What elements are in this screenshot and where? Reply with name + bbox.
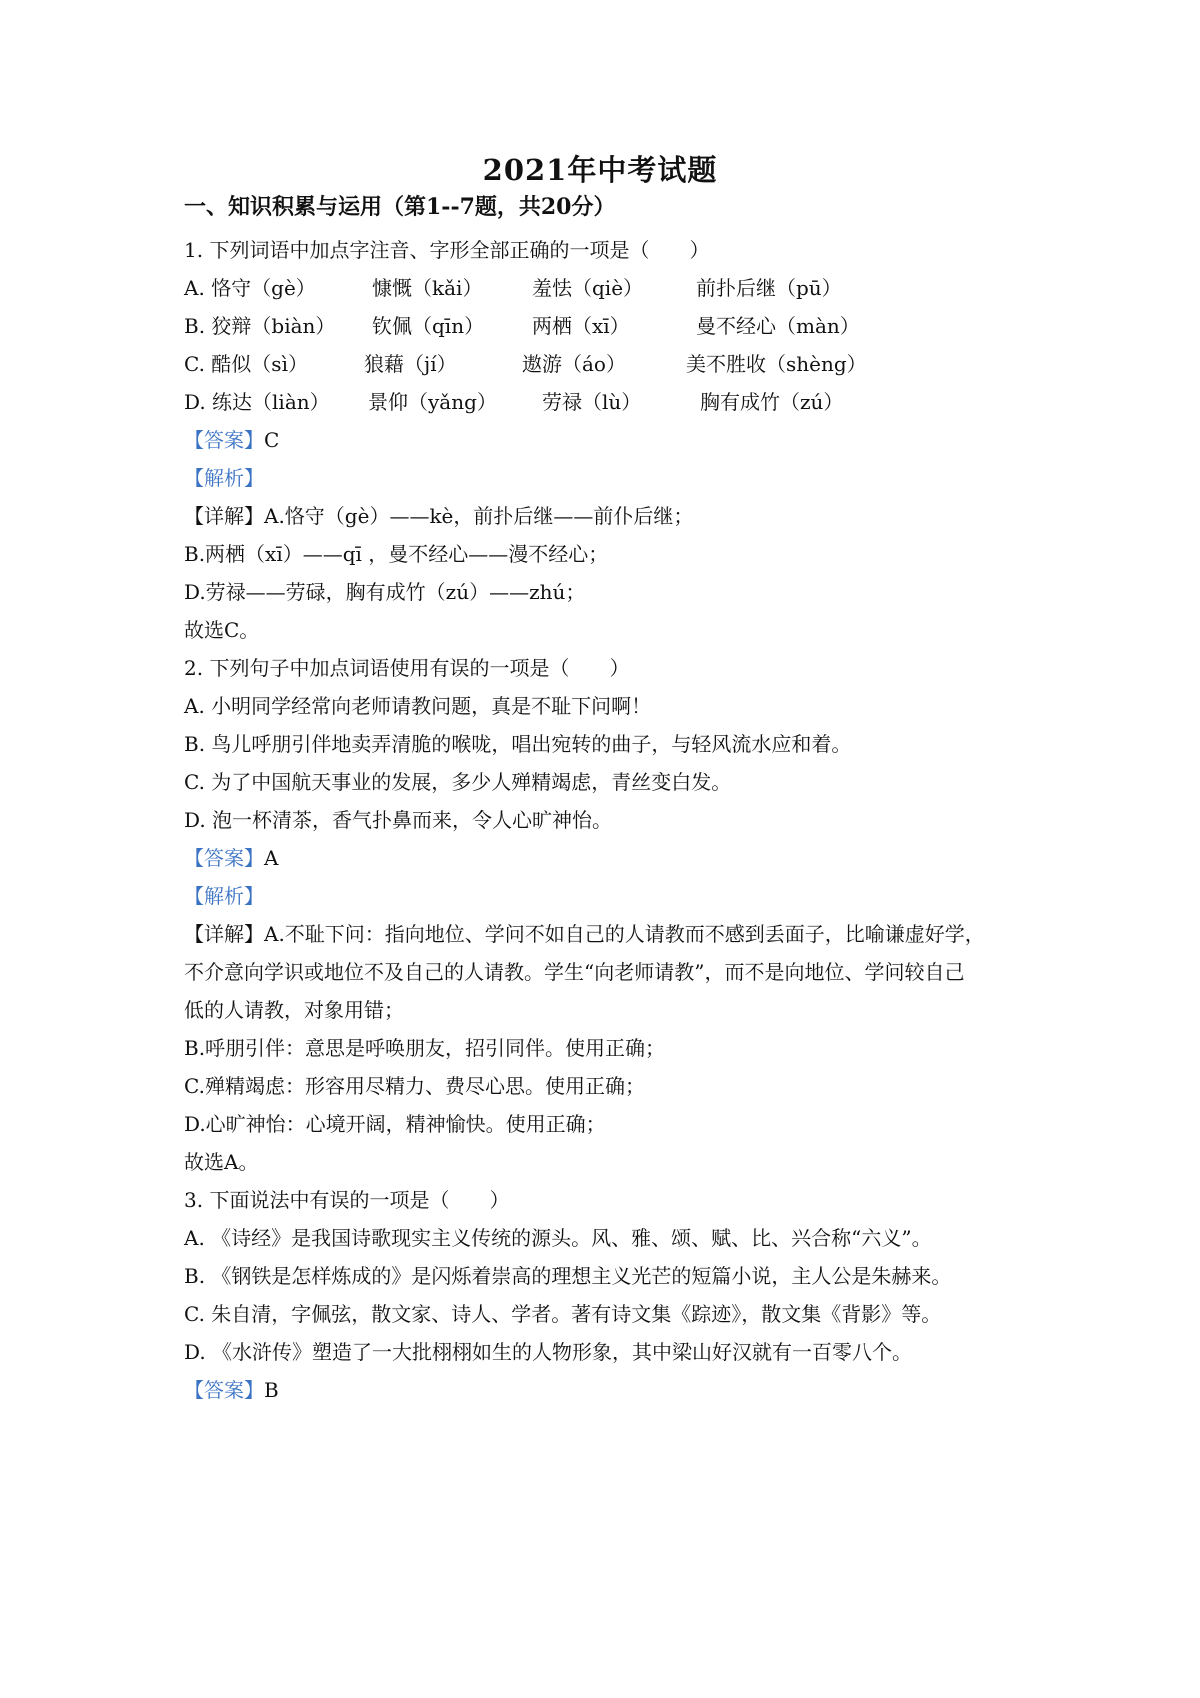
q2-detail-1 <box>184 920 985 948</box>
q1-b-4: 曼不经心（màn） <box>696 314 860 338</box>
q1-d-3: 劳禄（lù） <box>542 390 642 414</box>
q3-option-c: C. 朱自清，字佩弦，散文家、诗人、学者。著有诗文集《踪迹》，散文集《背影》等。 <box>184 1302 942 1326</box>
q1-d-1: D. 练达（liàn） <box>184 390 330 414</box>
q1-detail-3: D.劳禄——劳碌，胸有成竹（zú）——zhú； <box>184 580 586 604</box>
q1-detail-1 <box>184 502 693 530</box>
q1-d-2: 景仰（yǎng） <box>368 390 497 414</box>
answer-value: C <box>264 428 280 452</box>
q2-detail-3: 低的人请教，对象用错； <box>184 998 404 1022</box>
detail-text: A.不耻下问：指向地位、学问不如自己的人请教而不感到丢面子，比喻谦虚好学， <box>264 922 985 946</box>
q1-option-c <box>184 350 1084 378</box>
q1-answer <box>184 426 279 454</box>
q2-option-b: B. 鸟儿呼朋引伴地卖弄清脆的喉咙，唱出宛转的曲子，与轻风流水应和着。 <box>184 732 852 756</box>
q3-answer <box>184 1376 279 1404</box>
q1-a-2: 慷慨（kǎi） <box>372 276 483 300</box>
q3-option-b: B. 《钢铁是怎样炼成的》是闪烁着崇高的理想主义光芒的短篇小说，主人公是朱赫来。 <box>184 1264 952 1288</box>
q2-option-d: D. 泡一杯清茶，香气扑鼻而来，令人心旷神怡。 <box>184 808 613 832</box>
q2-analysis <box>184 882 264 910</box>
q1-analysis <box>184 464 264 492</box>
detail-tag: 【详解】 <box>184 922 264 946</box>
q1-stem: 1. 下列词语中加点字注音、字形全部正确的一项是（ ） <box>184 238 710 262</box>
detail-tag: 【详解】 <box>184 504 264 528</box>
answer-value: B <box>264 1378 279 1402</box>
q1-detail-2: B.两栖（xī）——qī ，曼不经心——漫不经心； <box>184 542 609 566</box>
q3-stem: 3. 下面说法中有误的一项是（ ） <box>184 1188 510 1212</box>
q2-detail-4: B.呼朋引伴：意思是呼唤朋友，招引同伴。使用正确； <box>184 1036 666 1060</box>
answer-value: A <box>264 846 279 870</box>
analysis-tag: 【解析】 <box>184 884 264 908</box>
q2-option-a: A. 小明同学经常向老师请教问题，真是不耻下问啊！ <box>184 694 652 718</box>
q2-detail-2: 不介意向学识或地位不及自己的人请教。学生“向老师请教”，而不是向地位、学问较自己 <box>184 960 965 984</box>
q1-b-1: B. 狡辩（biàn） <box>184 314 336 338</box>
q1-a-1: A. 恪守（gè） <box>184 276 316 300</box>
q1-c-3: 遨游（áo） <box>522 352 626 376</box>
answer-tag: 【答案】 <box>184 846 264 870</box>
q1-option-d <box>184 388 1084 416</box>
q1-c-2: 狼藉（jí） <box>364 352 457 376</box>
q1-b-2: 钦佩（qīn） <box>372 314 485 338</box>
q2-detail-6: D.心旷神怡：心境开阔，精神愉快。使用正确； <box>184 1112 606 1136</box>
q1-b-3: 两栖（xī） <box>532 314 630 338</box>
detail-text: A.恪守（gè）——kè，前扑后继——前仆后继； <box>264 504 694 528</box>
q1-detail-4: 故选C。 <box>184 618 260 642</box>
q1-d-4: 胸有成竹（zú） <box>700 390 844 414</box>
answer-tag: 【答案】 <box>184 1378 264 1402</box>
q3-option-d: D. 《水浒传》塑造了一大批栩栩如生的人物形象，其中梁山好汉就有一百零八个。 <box>184 1340 913 1364</box>
q1-a-3: 羞怯（qiè） <box>532 276 644 300</box>
q2-answer <box>184 844 278 872</box>
q1-option-b <box>184 312 1084 340</box>
q1-c-4: 美不胜收（shèng） <box>686 352 867 376</box>
page-title: 2021年中考试题 <box>482 153 718 187</box>
q2-detail-7: 故选A。 <box>184 1150 259 1174</box>
q1-option-a <box>184 274 1084 302</box>
answer-tag: 【答案】 <box>184 428 264 452</box>
q3-option-a: A. 《诗经》是我国诗歌现实主义传统的源头。风、雅、颂、赋、比、兴合称“六义”。 <box>184 1226 932 1250</box>
section-heading: 一、知识积累与运用（第1--7题，共20分） <box>184 194 616 220</box>
analysis-tag: 【解析】 <box>184 466 264 490</box>
q1-a-4: 前扑后继（pū） <box>696 276 842 300</box>
q2-stem: 2. 下列句子中加点词语使用有误的一项是（ ） <box>184 656 630 680</box>
q2-option-c: C. 为了中国航天事业的发展，多少人殚精竭虑，青丝变白发。 <box>184 770 732 794</box>
q2-detail-5: C.殚精竭虑：形容用尽精力、费尽心思。使用正确； <box>184 1074 645 1098</box>
q1-c-1: C. 酷似（sì） <box>184 352 308 376</box>
